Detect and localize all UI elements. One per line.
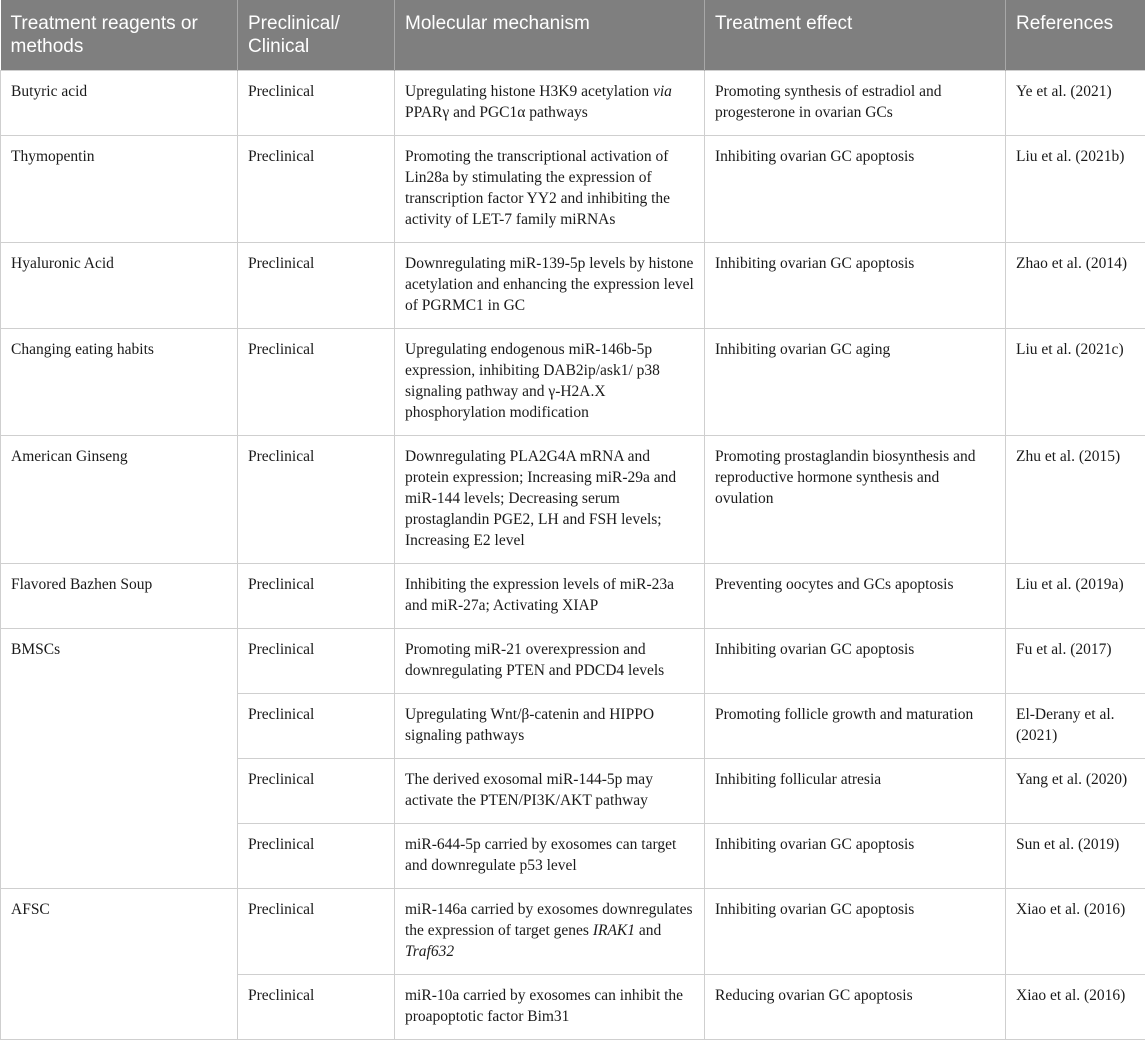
table-row [1,564,1145,629]
table-row [1,136,1145,243]
reference-cell: Liu et al. (2019a) [1006,564,1145,629]
effect-cell: Promoting synthesis of estradiol and progesterone in ovarian GCs [705,71,1006,136]
header-treatment-reagents: Treatment reagents or methods [1,0,238,71]
table-row [1,329,1145,436]
effect-cell: Inhibiting ovarian GC apoptosis [705,889,1006,975]
gene-name-italic: IRAK1 [593,922,635,939]
stage-cell: Preclinical [238,71,395,136]
effect-cell: Promoting prostaglandin biosynthesis and reproductive hormone synthesis and ovulation [705,436,1006,564]
reagent-cell: BMSCs [1,629,238,889]
reference-cell: Liu et al. (2021b) [1006,136,1145,243]
reagent-cell: Butyric acid [1,71,238,136]
table-row [1,71,1145,136]
header-references: References [1006,0,1145,71]
stage-cell: Preclinical [238,436,395,564]
effect-cell: Inhibiting ovarian GC apoptosis [705,243,1006,329]
reference-cell: Fu et al. (2017) [1006,629,1145,694]
gene-name-italic: Traf632 [405,943,454,960]
effect-cell: Inhibiting ovarian GC apoptosis [705,136,1006,243]
header-molecular-mechanism: Molecular mechanism [395,0,705,71]
table-row [1,889,1145,975]
stage-cell: Preclinical [238,629,395,694]
mechanism-cell: Upregulating endogenous miR-146b-5p expression, inhibiting DAB2ip/ask1/ p38 signaling pathway and γ-H2A.X phosphorylation modification [395,329,705,436]
reference-cell: Sun et al. (2019) [1006,824,1145,889]
mechanism-cell: miR-10a carried by exosomes can inhibit the proapoptotic factor Bim31 [395,975,705,1040]
mechanism-cell: Upregulating Wnt/β-catenin and HIPPO signaling pathways [395,694,705,759]
reference-cell: Ye et al. (2021) [1006,71,1145,136]
reagent-cell: Flavored Bazhen Soup [1,564,238,629]
mechanism-text: Upregulating histone H3K9 acetylation [405,83,653,100]
mechanism-cell: Promoting the transcriptional activation of Lin28a by stimulating the expression of transcription factor YY2 and inhibiting the activity of LET-7 family miRNAs [395,136,705,243]
table-body [1,71,1145,1040]
stage-cell: Preclinical [238,329,395,436]
mechanism-cell: Promoting miR-21 overexpression and downregulating PTEN and PDCD4 levels [395,629,705,694]
stage-cell: Preclinical [238,975,395,1040]
reagent-cell: AFSC [1,889,238,1040]
reference-cell: Zhu et al. (2015) [1006,436,1145,564]
header-treatment-effect: Treatment effect [705,0,1006,71]
stage-cell: Preclinical [238,759,395,824]
stage-cell: Preclinical [238,243,395,329]
header-row [1,0,1145,71]
table-row [1,436,1145,564]
header-preclinical-clinical: Preclinical/ Clinical [238,0,395,71]
stage-cell: Preclinical [238,889,395,975]
reference-cell: Xiao et al. (2016) [1006,975,1145,1040]
effect-cell: Inhibiting follicular atresia [705,759,1006,824]
effect-cell: Preventing oocytes and GCs apoptosis [705,564,1006,629]
mechanism-text: miR-146a carried by exosomes downregulates the expression of target genes [405,901,693,939]
effect-cell: Reducing ovarian GC apoptosis [705,975,1006,1040]
mechanism-cell [395,71,705,136]
reference-cell: Liu et al. (2021c) [1006,329,1145,436]
mechanism-cell: Inhibiting the expression levels of miR-23a and miR-27a; Activating XIAP [395,564,705,629]
effect-cell: Inhibiting ovarian GC apoptosis [705,824,1006,889]
reagent-cell: Thymopentin [1,136,238,243]
mechanism-cell: Downregulating PLA2G4A mRNA and protein expression; Increasing miR-29a and miR-144 levels; Decreasing serum prostaglandin PGE2, LH and FSH levels; Increasing E2 level [395,436,705,564]
stage-cell: Preclinical [238,564,395,629]
reference-cell: Xiao et al. (2016) [1006,889,1145,975]
mechanism-cell: miR-644-5p carried by exosomes can target and downregulate p53 level [395,824,705,889]
reference-cell: El-Derany et al. (2021) [1006,694,1145,759]
stage-cell: Preclinical [238,694,395,759]
reference-cell: Yang et al. (2020) [1006,759,1145,824]
mechanism-cell [395,889,705,975]
mechanism-cell: The derived exosomal miR-144-5p may activate the PTEN/PI3K/AKT pathway [395,759,705,824]
effect-cell: Inhibiting ovarian GC apoptosis [705,629,1006,694]
table-row [1,243,1145,329]
table-header [1,0,1145,71]
effect-cell: Promoting follicle growth and maturation [705,694,1006,759]
stage-cell: Preclinical [238,824,395,889]
reagent-cell: Hyaluronic Acid [1,243,238,329]
table-row [1,629,1145,694]
stage-cell: Preclinical [238,136,395,243]
mechanism-italic-text: via [653,83,672,100]
effect-cell: Inhibiting ovarian GC aging [705,329,1006,436]
reagent-cell: American Ginseng [1,436,238,564]
reagent-cell: Changing eating habits [1,329,238,436]
mechanism-cell: Downregulating miR-139-5p levels by histone acetylation and enhancing the expression level of PGRMC1 in GC [395,243,705,329]
mechanism-text: PPARγ and PGC1α pathways [405,104,588,121]
mechanism-text: and [635,922,661,939]
reference-cell: Zhao et al. (2014) [1006,243,1145,329]
